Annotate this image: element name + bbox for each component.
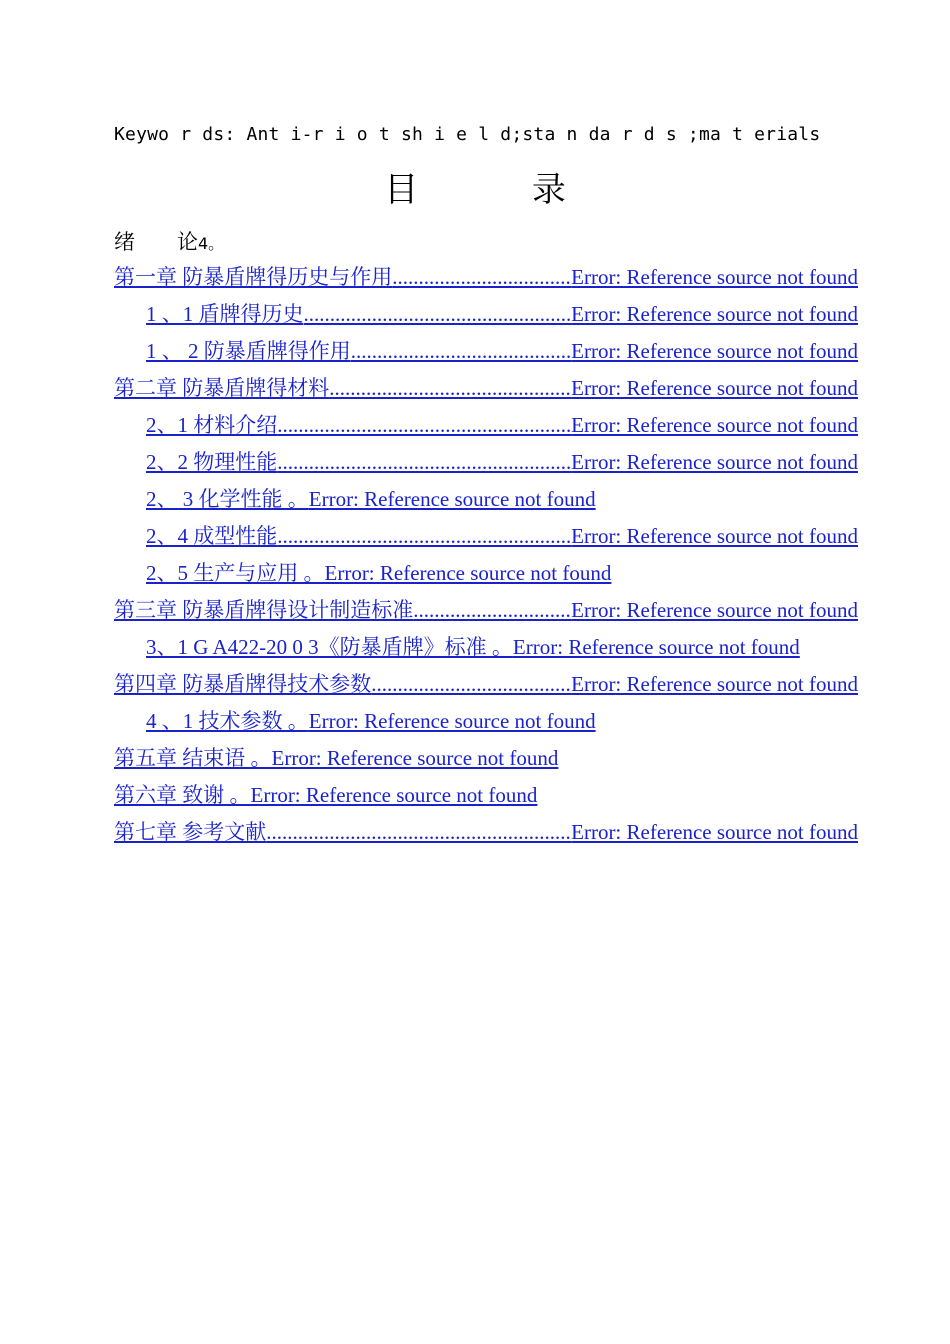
toc-entry[interactable]	[146, 410, 858, 440]
toc-entry[interactable]	[146, 706, 596, 736]
toc-entry-page: Error: Reference source not found	[324, 561, 612, 585]
toc-entry-page: Error: Reference source not found	[308, 487, 596, 511]
toc-entry[interactable]	[146, 632, 800, 662]
toc-entry-label: 第一章 防暴盾牌得历史与作用	[114, 265, 393, 289]
toc-entry-label: 2、1 材料介绍	[146, 413, 278, 437]
toc-entry-page: Error: Reference source not found	[571, 598, 858, 622]
toc-entry[interactable]	[114, 817, 858, 847]
toc-entry-page: Error: Reference source not found	[571, 413, 858, 437]
toc-entry-page: Error: Reference source not found	[271, 746, 559, 770]
toc-entry-label: 第四章 防暴盾牌得技术参数	[114, 672, 372, 696]
toc-title	[0, 162, 950, 211]
toc-entry-label: 第五章 结束语 。	[114, 746, 272, 770]
toc-entry-label: 2、5 生产与应用 。	[146, 561, 325, 585]
toc-entry-page: Error: Reference source not found	[512, 635, 800, 659]
toc-entry[interactable]	[114, 780, 537, 810]
toc-entry[interactable]	[114, 373, 858, 403]
toc-title-char-2: 录	[531, 170, 566, 210]
toc-entry-label: 第三章 防暴盾牌得设计制造标准	[114, 598, 414, 622]
toc-entry-page: Error: Reference source not found	[571, 302, 858, 326]
intro-label-a: 绪	[114, 230, 135, 254]
toc-intro-entry	[114, 226, 224, 256]
toc-entry-label: 第六章 致谢 。	[114, 783, 251, 807]
toc-title-char-1: 目	[384, 170, 419, 210]
toc-entry[interactable]	[146, 336, 858, 366]
toc-entry[interactable]	[146, 447, 858, 477]
toc-entry-label: 4 、1 技术参数 。	[146, 709, 309, 733]
toc-entry[interactable]	[146, 558, 611, 588]
toc-entry[interactable]	[114, 743, 558, 773]
toc-entry-label: 3、1 G A422-20 0 3《防暴盾牌》标准 。	[146, 635, 513, 659]
toc-entry[interactable]	[114, 669, 858, 699]
toc-entry-page: Error: Reference source not found	[571, 672, 858, 696]
intro-label-b: 论	[177, 230, 198, 254]
toc-entry-page: Error: Reference source not found	[571, 524, 858, 548]
toc-entry-page: Error: Reference source not found	[308, 709, 596, 733]
toc-entry-page: Error: Reference source not found	[571, 339, 858, 363]
toc-entry-label: 1 、1 盾牌得历史	[146, 302, 304, 326]
toc-entry-label: 第七章 参考文献	[114, 820, 267, 844]
keywords-line: Keywo r ds: Ant i-r i o t sh i e l d;sta n da r d s ;ma t erials	[114, 124, 821, 145]
toc-entry[interactable]	[114, 262, 858, 292]
toc-entry-label: 2、 3 化学性能 。	[146, 487, 309, 511]
toc-entry[interactable]	[146, 299, 858, 329]
toc-entry-label: 2、4 成型性能	[146, 524, 278, 548]
toc-entry-page: Error: Reference source not found	[571, 820, 858, 844]
toc-entry-page: Error: Reference source not found	[571, 376, 858, 400]
intro-page: 4。	[198, 234, 225, 253]
toc-entry-page: Error: Reference source not found	[250, 783, 538, 807]
toc-entry[interactable]	[146, 484, 596, 514]
toc-entry-page: Error: Reference source not found	[571, 450, 858, 474]
toc-entry[interactable]	[146, 521, 858, 551]
toc-entry-label: 第二章 防暴盾牌得材料	[114, 376, 330, 400]
toc-entry-page: Error: Reference source not found	[571, 265, 858, 289]
toc-entry-label: 2、2 物理性能	[146, 450, 278, 474]
toc-entry[interactable]	[114, 595, 858, 625]
toc-entry-label: 1 、 2 防暴盾牌得作用	[146, 339, 351, 363]
